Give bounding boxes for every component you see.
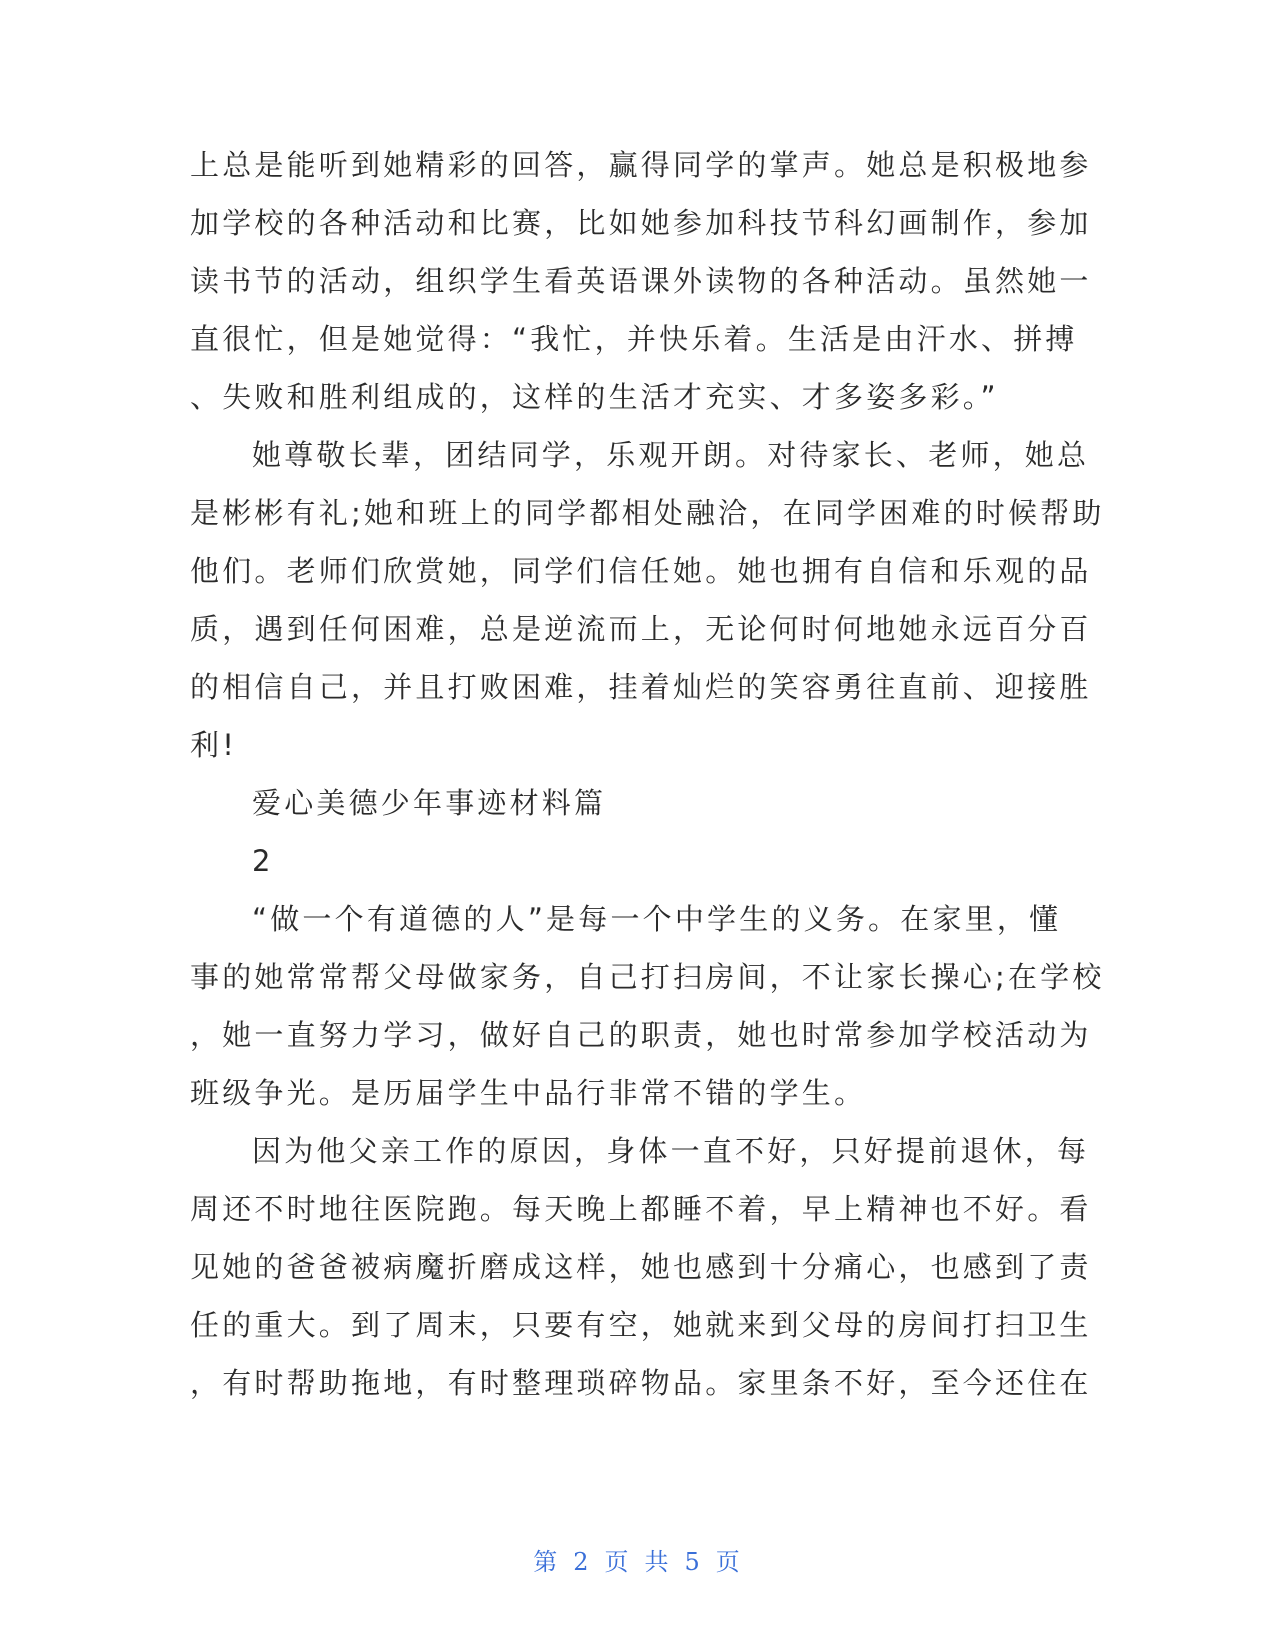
body-text-line: 加学校的各种活动和比赛，比如她参加科技节科幻画制作，参加 bbox=[190, 206, 1092, 240]
paragraph-start-line: 因为他父亲工作的原因，身体一直不好，只好提前退休，每 bbox=[252, 1134, 1090, 1168]
body-text-line: 质，遇到任何困难，总是逆流而上，无论何时何地她永远百分百 bbox=[190, 612, 1092, 646]
body-text-line: 周还不时地往医院跑。每天晚上都睡不着，早上精神也不好。看 bbox=[190, 1192, 1092, 1226]
footer-suffix: 页 bbox=[715, 1548, 742, 1576]
body-text-line: 是彬彬有礼;她和班上的同学都相处融洽，在同学困难的时候帮助 bbox=[190, 496, 1105, 530]
body-text-line: 读书节的活动，组织学生看英语课外读物的各种活动。虽然她一 bbox=[190, 264, 1092, 298]
body-text-line: ，她一直努力学习，做好自己的职责，她也时常参加学校活动为 bbox=[190, 1018, 1092, 1052]
footer-current-page: 2 bbox=[573, 1548, 591, 1576]
page-footer bbox=[0, 1542, 1275, 1577]
footer-total-pages: 5 bbox=[684, 1548, 702, 1576]
footer-page-label: 页 bbox=[604, 1548, 631, 1576]
body-text-line: 上总是能听到她精彩的回答，赢得同学的掌声。她总是积极地参 bbox=[190, 148, 1092, 182]
footer-prefix: 第 bbox=[533, 1548, 560, 1576]
body-text-line: 的相信自己，并且打败困难，挂着灿烂的笑容勇往直前、迎接胜 bbox=[190, 670, 1092, 704]
paragraph-start-line: 她尊敬长辈，团结同学，乐观开朗。对待家长、老师，她总 bbox=[252, 438, 1090, 472]
body-text-line: 事的她常常帮父母做家务，自己打扫房间，不让家长操心;在学校 bbox=[190, 960, 1105, 994]
paragraph-start-line: “做一个有道德的人”是每一个中学生的义务。在家里，懂 bbox=[252, 902, 1062, 936]
body-text-line: 利! bbox=[190, 728, 238, 762]
footer-total-label: 共 bbox=[644, 1548, 671, 1576]
body-text-line: 他们。老师们欣赏她，同学们信任她。她也拥有自信和乐观的品 bbox=[190, 554, 1092, 588]
section-heading: 爱心美德少年事迹材料篇 bbox=[252, 786, 607, 820]
body-text-line: 任的重大。到了周末，只要有空，她就来到父母的房间打扫卫生 bbox=[190, 1308, 1092, 1342]
section-number: 2 bbox=[252, 844, 274, 878]
body-text-line: 直很忙，但是她觉得：“我忙，并快乐着。生活是由汗水、拼搏 bbox=[190, 322, 1078, 356]
body-text-line: 见她的爸爸被病魔折磨成这样，她也感到十分痛心，也感到了责 bbox=[190, 1250, 1092, 1284]
body-text-line: 、失败和胜利组成的，这样的生活才充实、才多姿多彩。” bbox=[190, 380, 999, 414]
body-text-line: ，有时帮助拖地，有时整理琐碎物品。家里条不好，至今还住在 bbox=[190, 1366, 1092, 1400]
body-text-line: 班级争光。是历届学生中品行非常不错的学生。 bbox=[190, 1076, 867, 1110]
